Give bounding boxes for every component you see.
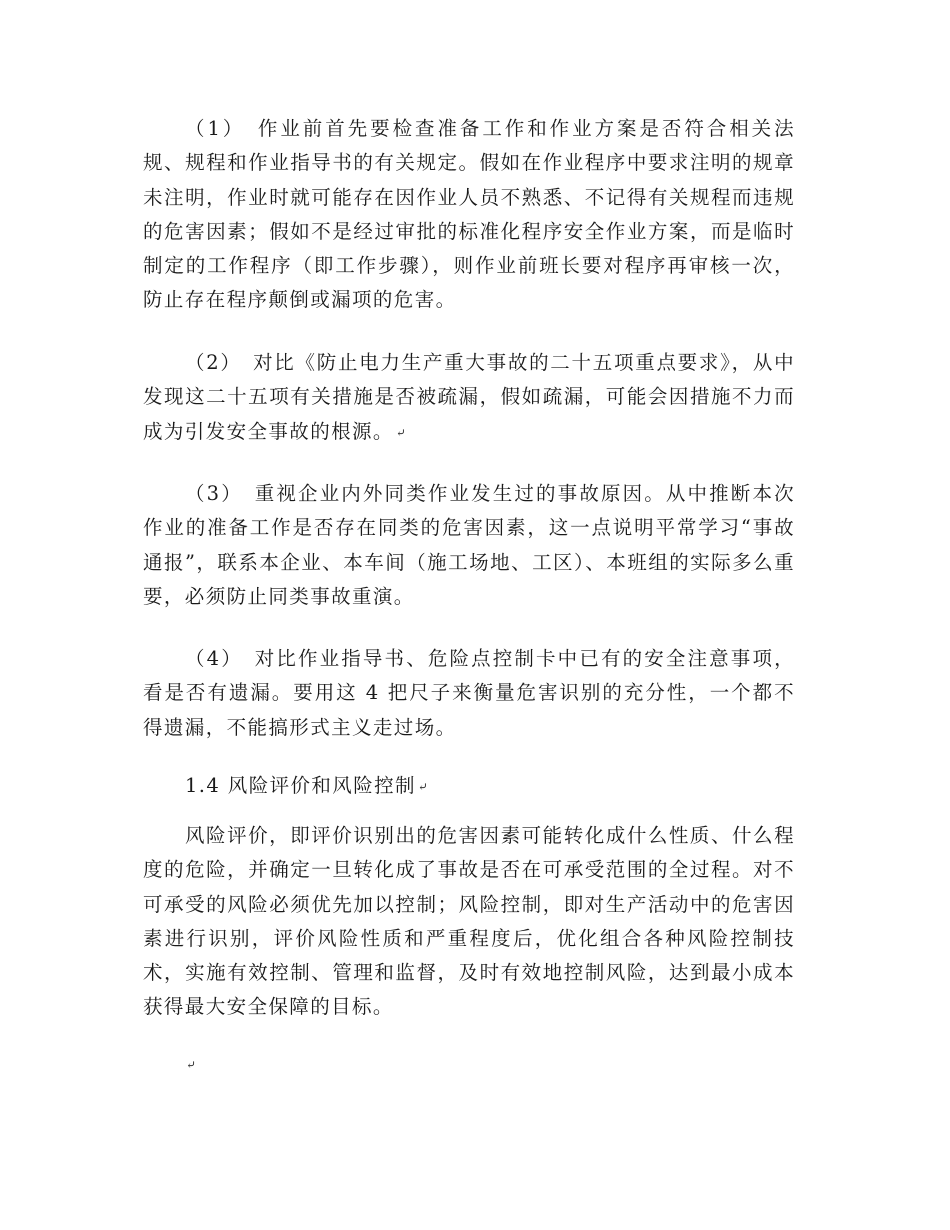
paragraph-5 <box>143 819 795 1025</box>
paragraph-4-text: （4） 对比作业指导书、危险点控制卡中已有的安全注意事项，看是否有遗漏。要用这 4 把尺子来衡量危害识别的充分性，一个都不得遗漏，不能搞形式主义走过场。 <box>143 647 795 739</box>
paragraph-1 <box>143 112 795 318</box>
paragraph-3 <box>143 477 795 614</box>
paragraph-5-text: 风险评价，即评价识别出的危害因素可能转化成什么性质、什么程度的危险，并确定一旦转化成了事故是否在可承受范围的全过程。对不可承受的风险必须优先加以控制；风险控制，即对生产活动中的危害因素进行识别，评价风险性质和严重程度后，优化组合各种风险控制技术，实施有效控制、管理和监督，及时有效地控制风险，达到最小成本获得最大安全保障的目标。 <box>143 824 795 1019</box>
paragraph-mark-icon: ⤶ <box>417 780 428 794</box>
paragraph-mark-icon: ⤶ <box>186 1058 197 1072</box>
section-heading <box>185 769 428 804</box>
paragraph-3-text: （3） 重视企业内外同类作业发生过的事故原因。从中推断本次作业的准备工作是否存在同类的危害因素，这一点说明平常学习“事故通报”，联系本企业、本车间（施工场地、工区）、本班组的实际多么重要，必须防止同类事故重演。 <box>143 482 795 608</box>
paragraph-4 <box>143 642 795 745</box>
paragraph-mark-icon: ⤶ <box>395 425 406 440</box>
paragraph-1-text: （1） 作业前首先要检查准备工作和作业方案是否符合相关法规、规程和作业指导书的有关规定。假如在作业程序中要求注明的规章未注明，作业时就可能存在因作业人员不熟悉、不记得有关规程而违规的危害因素；假如不是经过审批的标准化程序安全作业方案，而是临时制定的工作程序（即工作步骤），则作业前班长要对程序再审核一次，防止存在程序颠倒或漏项的危害。 <box>143 117 795 312</box>
paragraph-2-text: （2） 对比《防止电力生产重大事故的二十五项重点要求》，从中发现这二十五项有关措施是否被疏漏，假如疏漏，可能会因措施不力而成为引发安全事故的根源。 <box>143 351 795 443</box>
section-heading-text: 1.4 风险评价和风险控制 <box>185 774 416 797</box>
paragraph-2 <box>143 346 795 450</box>
